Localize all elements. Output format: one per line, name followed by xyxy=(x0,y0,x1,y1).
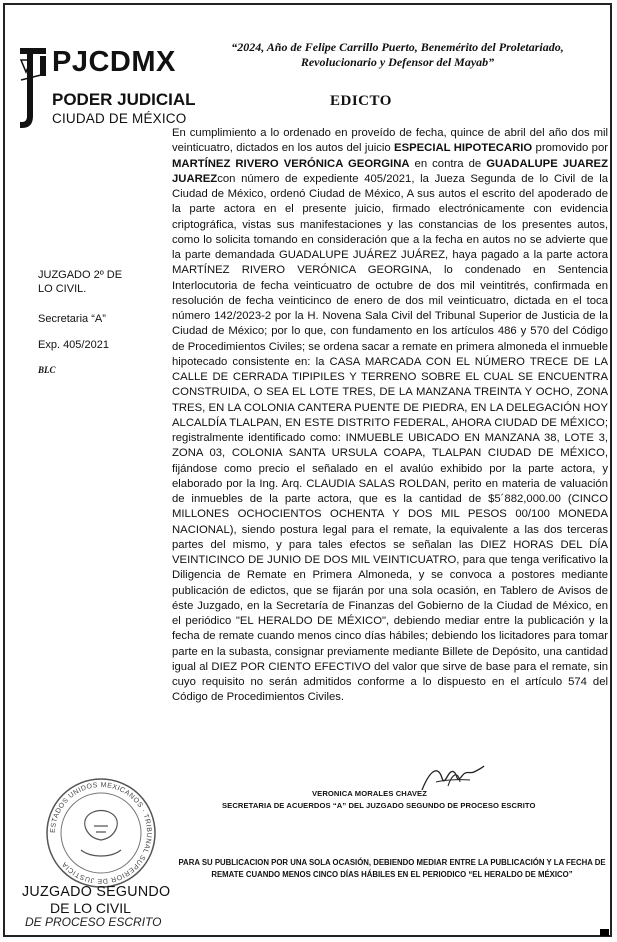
logo-line-poder-judicial: PODER JUDICIAL xyxy=(52,90,196,109)
edict-paragraph xyxy=(172,126,608,706)
seal-ring-text: ESTADOS UNIDOS MEXICANOS · TRIBUNAL SUPERIOR DE JUSTICIA xyxy=(49,781,153,885)
edict-main-text: con número de expediente 405/2021, la Jueza Segunda de lo Civil de la Ciudad de México, ordenó Ciudad de México, A sus autos el escrito del apoderado de la parte actora en el presente juicio, firmado electrónicamente con evidencia criptográfica, vistas sus manifestaciones y las constancias de los presentes autos, como lo solicita tomando en consideración que a la fecha en autos no se advierte que la parte demandada GUADALUPE JUÁREZ JUÁREZ, haya pagado a la parte actora MARTÍNEZ RIVERO VERÓNICA GEORGINA, lo condenado en Sentencia Interlocutoria de fecha veinticuatro de octubre de dos mil veintitrés, confirmada en resolución de fecha veinticinco de enero de dos mil veinticuatro, dictada en el toca número 142/2023-2 por la H. Novena Sala Civil del Tribunal Superior de Justicia de la Ciudad de México; por lo que, con fundamento en los artículos 486 y 570 del Código de Procedimientos Civiles; se ordena sacar a remate en primera almoneda el inmueble hipotecado consistente en: la CASA MARCADA CON EL NÚMERO TRECE DE LA CALLE DE CERRADA TIPIPILES Y TERRENO SOBRE EL CUAL SE ENCUENTRA CONSTRUIDA, O SEA EL LOTE TRES, DE LA MANZANA TREINTA Y OCHO, ZONA TRES, EN LA COLONIA CANTERA PUENTE DE PIEDRA, EN LA DELEGACIÓN HOY ALCALDÍA TLALPAN, EN ESTE DISTRITO FEDERAL, AHORA CIUDAD DE MÉXICO; registralmente identificado como: INMUEBLE UBICADO EN MANZANA 38, LOTE 3, ZONA 03, COLONIA SANTA URSULA COAPA, TLALPAN CIUDAD DE MÉXICO, fijándose como precio el señalado en el avalúo exhibido por la parte actora, y elaborado por la Ing. Arq. CLAUDIA SALAS ROLDAN, perito en materia de valuación de inmuebles de la parte actora, que es la cantidad de $5´882,000.00 (CINCO MILLONES OCHOCIENTOS OCHENTA Y DOS MIL PESOS 00/100 MONEDA NACIONAL), siendo postura legal para el remate, la equivalente a las dos terceras partes del mismo, y para tales efectos se señalan las DIEZ HORAS DEL DÍA VEINTICINCO DE JUNIO DE DOS MIL VEINTICUATRO, para que tenga verificativo la Diligencia de Remate en Primera Almoneda, y se convoca a postores mediante publicación de edictos, que se fijarán por una sola ocasión, en Tablero de Avisos de éste Juzgado, en la Secretaría de Finanzas del Gobierno de la Ciudad de México, en el periódico "EL HERALDO DE MÉXICO", debiendo mediar entre la publicación y la fecha de remate cuando menos cinco días hábiles; debiendo los licitadores para tomar parte en la subasta, consignar previamente mediante Billete de Depósito, una cantidad igual al DIEZ POR CIENTO EFECTIVO del valor que sirve de base para el remate, sin cuyo requisito no serán admitidos conforme a lo dispuesto en el artículo 574 del Código de Procedimientos Civiles. xyxy=(172,172,608,704)
court-seal-icon xyxy=(36,778,166,888)
secretaria-label: Secretaria “A” xyxy=(38,313,106,325)
corner-mark xyxy=(600,929,609,936)
defendant-name: GUADALUPE JUAREZ JUAREZ xyxy=(172,157,608,185)
stamp-line-civil: DE LO CIVIL xyxy=(50,900,131,916)
handwritten-signature xyxy=(418,760,488,800)
court-label: JUZGADO 2º DE LO CIVIL. xyxy=(38,269,123,295)
stamp-line-juzgado: JUZGADO SEGUNDO xyxy=(22,883,171,900)
intro-text: En cumplimiento a lo ordenado en proveído de fecha, quince de abril del año dos mil veinticuatro, dictados en los autos del juicio xyxy=(172,127,608,155)
against-text: en contra de xyxy=(409,157,487,170)
year-motto: “2024, Año de Felipe Carrillo Puerto, Benemérito del Proletariado, Revolucionario y Defensor del Mayab” xyxy=(231,40,564,69)
scales-of-justice-icon xyxy=(18,46,50,132)
logo-title: PJCDMX xyxy=(52,46,176,78)
plaintiff-name: MARTÍNEZ RIVERO VERÓNICA GEORGINA xyxy=(172,157,410,170)
edict-body xyxy=(172,126,608,706)
stamp-line-proceso: DE PROCESO ESCRITO xyxy=(25,915,162,929)
trial-type: ESPECIAL HIPOTECARIO xyxy=(394,142,533,155)
promoted-by-text: promovido por xyxy=(532,142,608,155)
publication-note: PARA SU PUBLICACION POR UNA SOLA OCASIÓN, DEBIENDO MEDIAR ENTRE LA PUBLICACIÓN Y LA FECHA DE REMATE CUANDO MENOS CINCO DÍAS HÁBILES EN EL PERIODICO “EL HERALDO DE MÉXICO” xyxy=(178,858,606,879)
signer-name: VERONICA MORALES CHAVEZ xyxy=(312,789,427,798)
document-title: EDICTO xyxy=(330,93,392,109)
pjcdmx-logo xyxy=(18,46,196,132)
logo-line-ciudad: CIUDAD DE MÉXICO xyxy=(52,111,187,126)
svg-text:ESTADOS UNIDOS MEXICANOS · TRI xyxy=(50,782,152,884)
initials: BLC xyxy=(38,365,56,375)
expediente-label: Exp. 405/2021 xyxy=(38,339,109,351)
signer-role: SECRETARIA DE ACUERDOS “A” DEL JUZGADO SEGUNDO DE PROCESO ESCRITO xyxy=(222,801,536,810)
